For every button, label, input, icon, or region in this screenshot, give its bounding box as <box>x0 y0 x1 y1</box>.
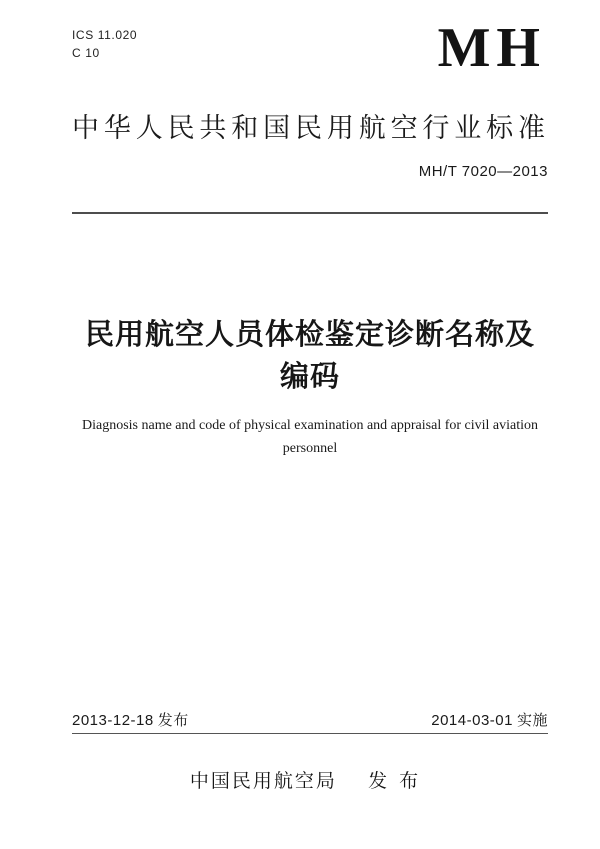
ics-code: ICS 11.020 <box>72 28 138 42</box>
document-title-chinese: 民用航空人员体检鉴定诊断名称及编码 <box>84 319 535 393</box>
mh-logo: MH <box>437 17 546 79</box>
implementation-date: 2014-03-01 <box>431 712 513 729</box>
publisher-row <box>72 770 548 794</box>
issue-date-group <box>72 712 189 730</box>
standard-type-title: 中华人民共和国民用航空行业标准 <box>72 113 548 143</box>
standard-number: MH/T 7020—2013 <box>418 163 548 180</box>
implementation-label: 实施 <box>516 712 548 729</box>
cover-content <box>72 0 548 460</box>
issue-label: 发布 <box>157 712 189 729</box>
dates-row <box>72 712 548 730</box>
header-divider <box>72 212 548 214</box>
publisher-name: 中国民用航空局 <box>189 771 337 792</box>
cover-header <box>72 17 548 110</box>
implementation-date-group <box>431 712 548 730</box>
publish-label: 发布 <box>368 771 431 792</box>
classification-code: C 10 <box>72 46 100 60</box>
issue-date: 2013-12-18 <box>72 712 154 729</box>
footer-divider <box>72 733 548 734</box>
document-title-english: Diagnosis name and code of physical examination and appraisal for civil aviation personnel <box>81 418 539 456</box>
cover-footer <box>72 712 548 794</box>
